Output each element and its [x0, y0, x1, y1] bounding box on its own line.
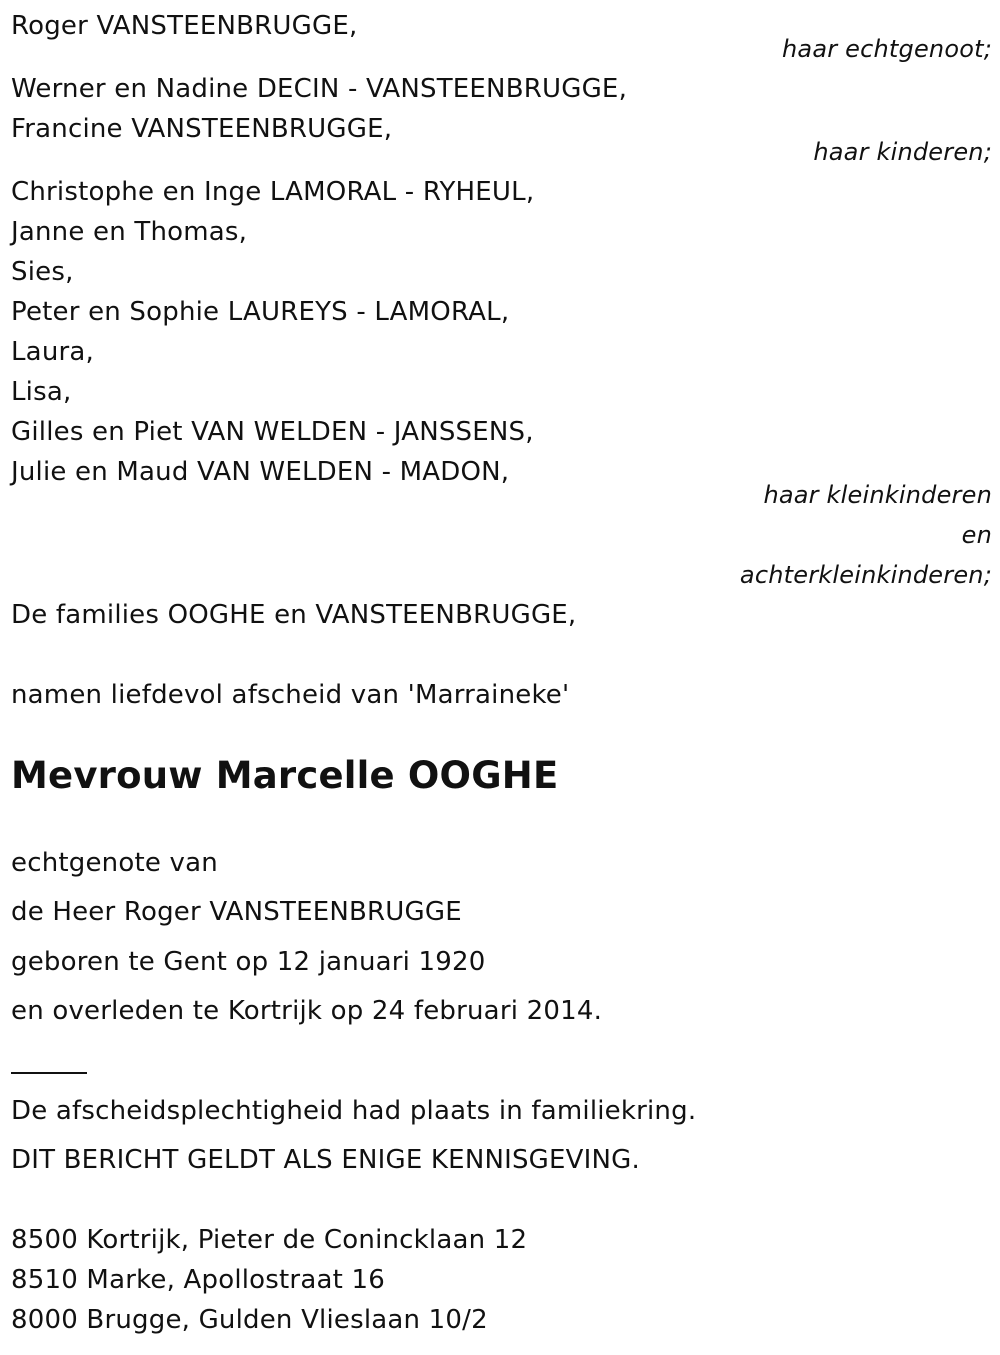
- address-line: 8510 Marke, Apollostraat 16: [11, 1265, 385, 1295]
- divider-line: [11, 1072, 87, 1074]
- deceased-detail: de Heer Roger VANSTEENBRUGGE: [11, 897, 462, 927]
- deceased-detail: geboren te Gent op 12 januari 1920: [11, 947, 486, 977]
- grandchild-name: Janne en Thomas,: [11, 217, 248, 247]
- grandchild-name: Peter en Sophie LAUREYS - LAMORAL,: [11, 297, 510, 327]
- grandchildren-role-line: achterkleinkinderen;: [739, 561, 992, 589]
- grandchild-name: Christophe en Inge LAMORAL - RYHEUL,: [11, 177, 535, 207]
- spouse-name: Roger VANSTEENBRUGGE,: [11, 11, 358, 41]
- notice-line: DIT BERICHT GELDT ALS ENIGE KENNISGEVING.: [11, 1145, 640, 1175]
- grandchildren-role-line: en: [961, 521, 992, 549]
- grandchild-name: Julie en Maud VAN WELDEN - MADON,: [11, 457, 510, 487]
- children-role: haar kinderen;: [813, 138, 992, 166]
- grandchildren-role-line: haar kleinkinderen: [763, 481, 992, 509]
- spouse-role: haar echtgenoot;: [782, 35, 992, 63]
- child-name: Francine VANSTEENBRUGGE,: [11, 114, 393, 144]
- notice-line: De afscheidsplechtigheid had plaats in familiekring.: [11, 1096, 697, 1126]
- deceased-detail: en overleden te Kortrijk op 24 februari 2014.: [11, 996, 603, 1026]
- grandchild-name: Lisa,: [11, 377, 72, 407]
- farewell-line: namen liefdevol afscheid van 'Marraineke': [11, 680, 570, 710]
- families-line: De families OOGHE en VANSTEENBRUGGE,: [11, 600, 577, 630]
- grandchild-name: Gilles en Piet VAN WELDEN - JANSSENS,: [11, 417, 534, 447]
- address-line: 8000 Brugge, Gulden Vlieslaan 10/2: [11, 1305, 488, 1335]
- address-line: 8500 Kortrijk, Pieter de Conincklaan 12: [11, 1225, 528, 1255]
- deceased-detail: echtgenote van: [11, 848, 218, 878]
- child-name: Werner en Nadine DECIN - VANSTEENBRUGGE,: [11, 74, 628, 104]
- grandchild-name: Laura,: [11, 337, 94, 367]
- grandchild-name: Sies,: [11, 257, 74, 287]
- deceased-name: Mevrouw Marcelle OOGHE: [11, 754, 559, 797]
